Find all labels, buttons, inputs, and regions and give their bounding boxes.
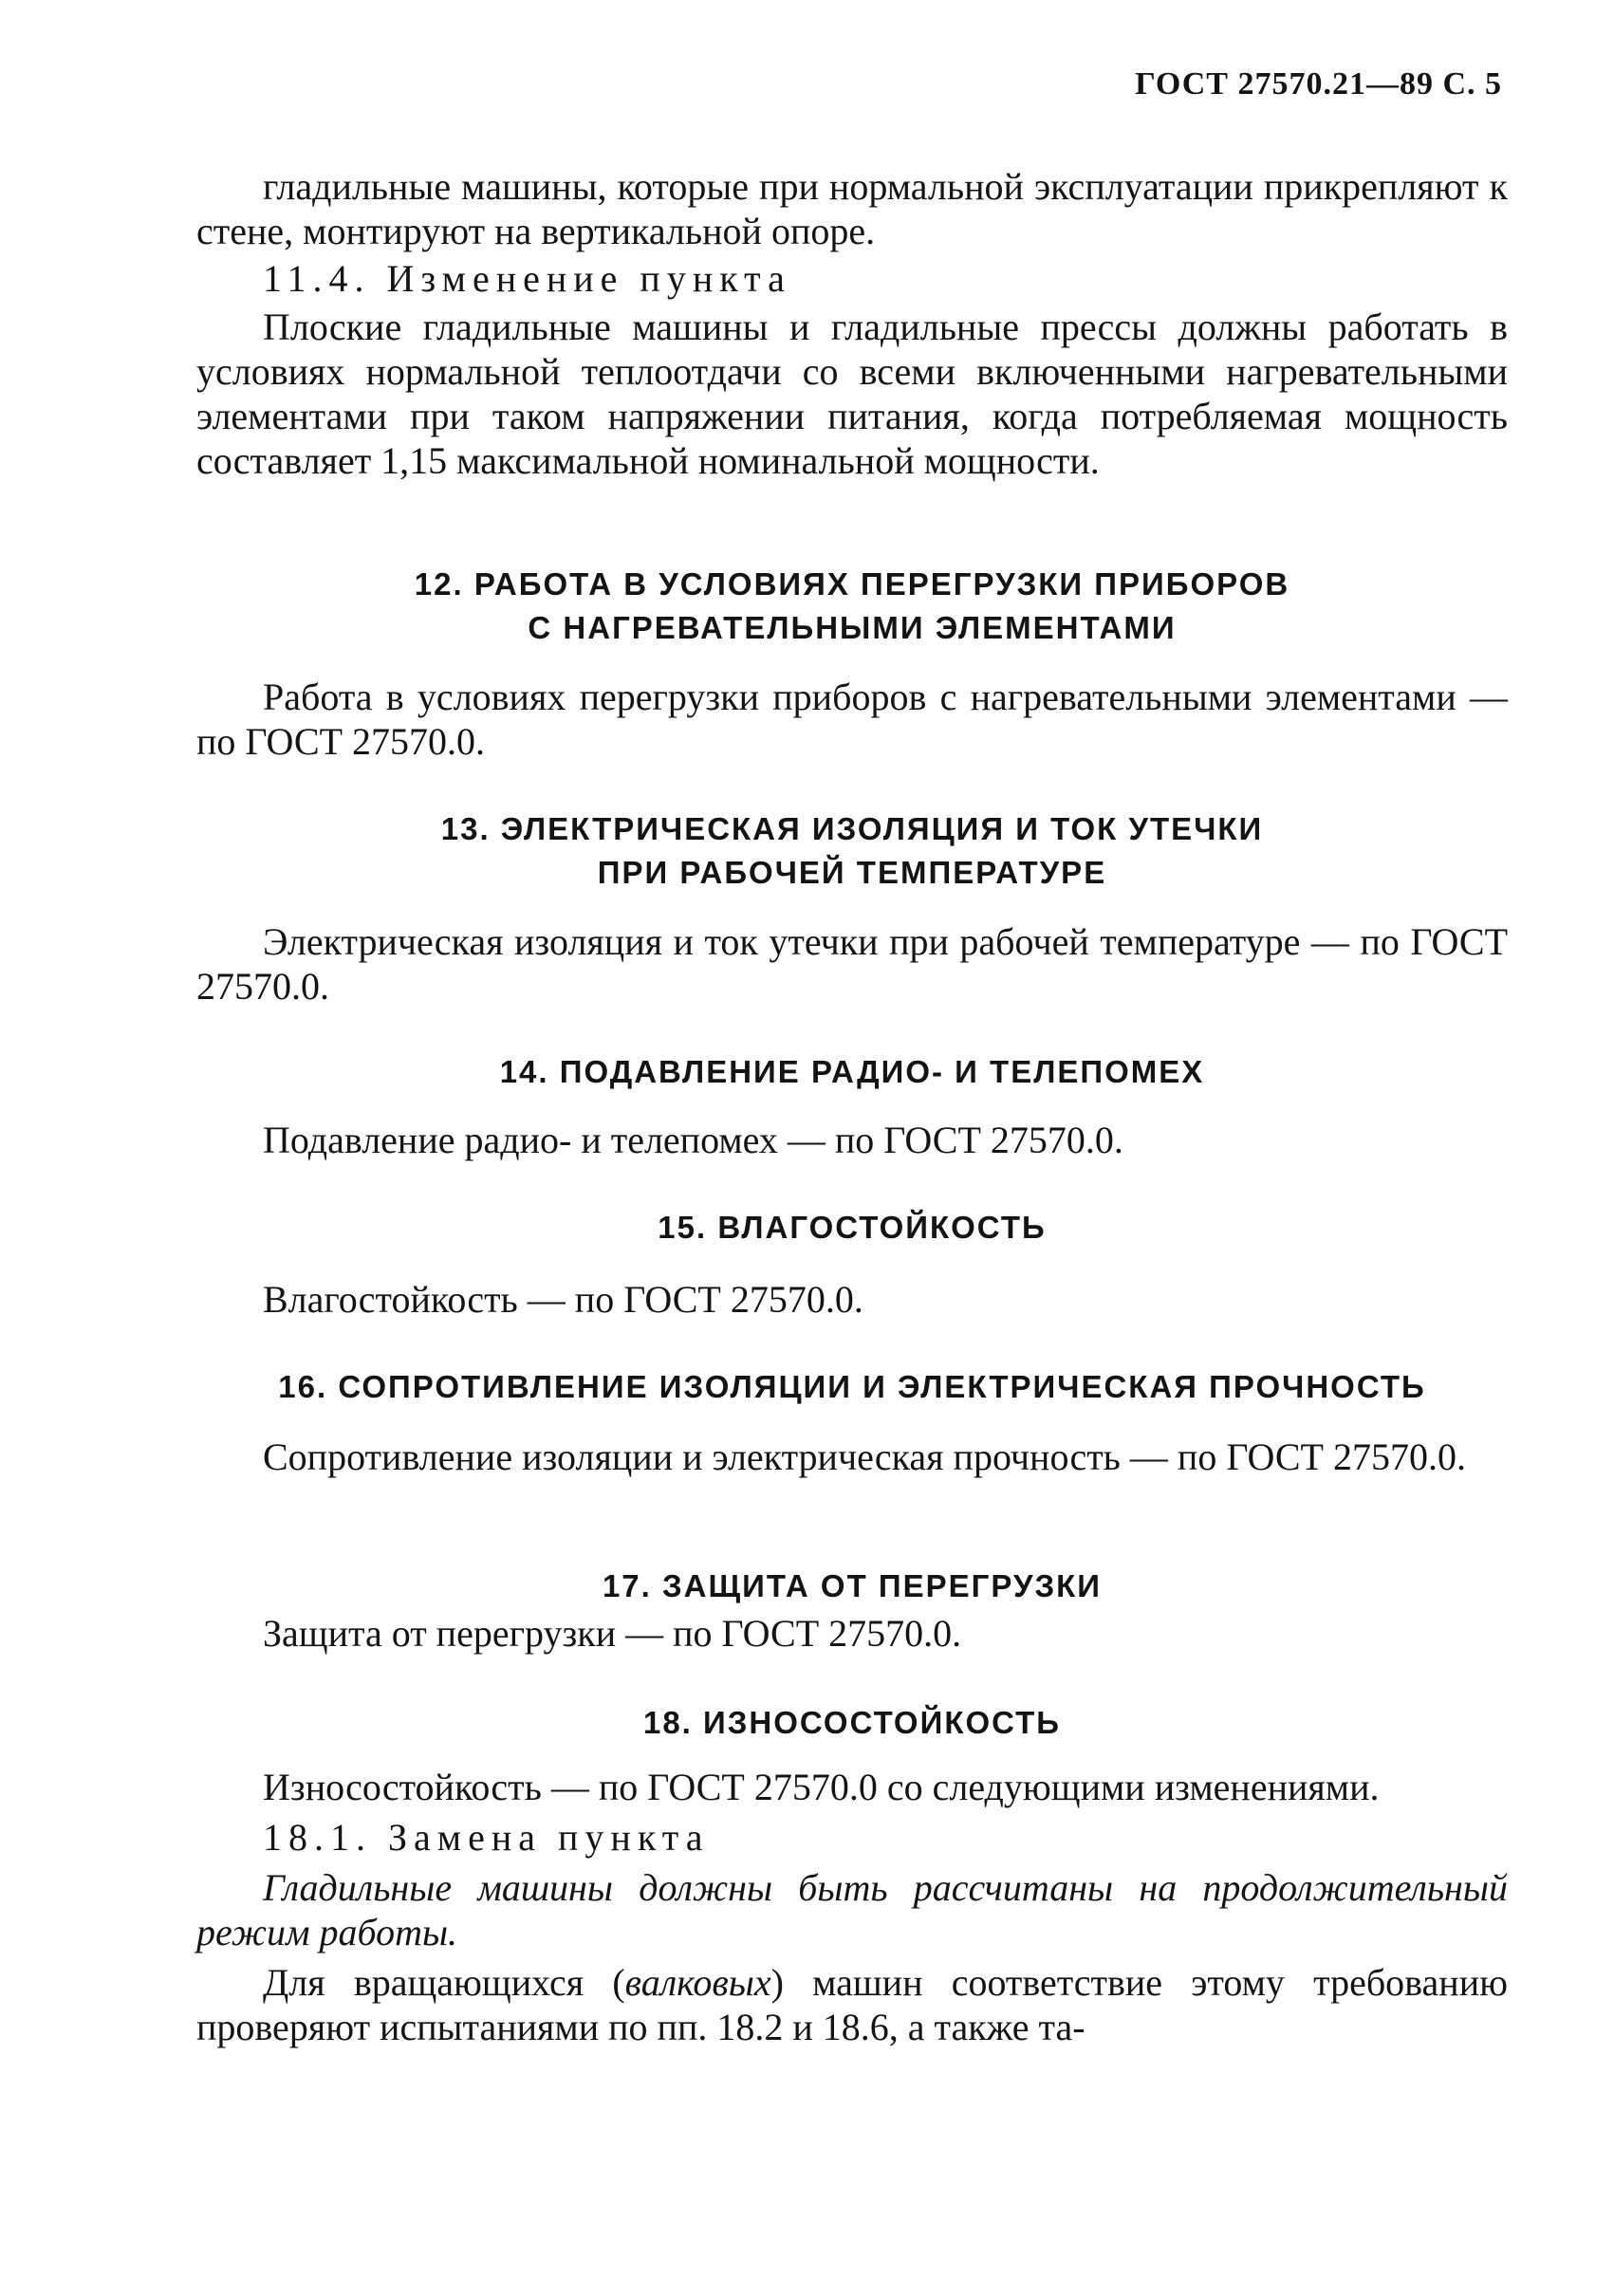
clause-18-1-text	[196, 1960, 1508, 2049]
section-12-text-block	[196, 675, 1508, 764]
clause-11-4-text: Плоские гладильные машины и гладильные прессы должны работать в условиях нормальной теплоотдачи со всеми включенными нагревательными элементами при таком напряжении питания, когда потребляемая мощность составляет 1,15 максимальной номинальной мощности.	[196, 306, 1508, 482]
text-block-cont	[196, 164, 1508, 483]
section-17-heading: 17. ЗАЩИТА ОТ ПЕРЕГРУЗКИ	[602, 1568, 1103, 1603]
section-12-heading	[196, 563, 1508, 650]
section-18-text-block	[196, 1765, 1508, 2049]
section-16-heading: 16. СОПРОТИВЛЕНИЕ ИЗОЛЯЦИИ И ЭЛЕКТРИЧЕСКАЯ ПРОЧНОСТЬ	[278, 1369, 1426, 1404]
section-15-heading: 15. ВЛАГОСТОЙКОСТЬ	[658, 1210, 1047, 1245]
section-15-text-block	[196, 1277, 1508, 1322]
clause-11-4-label: 11.4. Изменение пункта	[263, 257, 791, 300]
section-13-text-block	[196, 919, 1508, 1009]
section-13-heading	[196, 807, 1508, 895]
running-header: ГОСТ 27570.21—89 С. 5	[1135, 66, 1502, 102]
section-14-heading: 14. ПОДАВЛЕНИЕ РАДИО- И ТЕЛЕПОМЕХ	[499, 1054, 1205, 1089]
clause-18-1-text-part2: ) машин соответствие этому требованию проверяют испытаниями по пп. 18.2 и 18.6, а также та-	[196, 1961, 1508, 2048]
paragraph-continuation: гладильные машины, которые при нормальной эксплуатации прикрепляют к стене, монтируют на вертикальной опоре.	[196, 165, 1508, 252]
section-14-text: Подавление радио- и телепомех — по ГОСТ 27570.0.	[263, 1119, 1123, 1161]
section-12-heading-line2: С НАГРЕВАТЕЛЬНЫМИ ЭЛЕМЕНТАМИ	[528, 610, 1177, 645]
section-13-heading-line1: 13. ЭЛЕКТРИЧЕСКАЯ ИЗОЛЯЦИЯ И ТОК УТЕЧКИ	[440, 811, 1264, 846]
section-15-text: Влагостойкость — по ГОСТ 27570.0.	[263, 1278, 863, 1321]
section-16-text-block	[196, 1435, 1508, 1479]
clause-18-1-italic-text: Гладильные машины должны быть рассчитаны на продолжительный режим работы.	[196, 1866, 1508, 1953]
section-13-heading-line2: ПРИ РАБОЧЕЙ ТЕМПЕРАТУРЕ	[597, 855, 1107, 890]
section-18-heading: 18. ИЗНОСОСТОЙКОСТЬ	[642, 1705, 1062, 1740]
clause-18-1-text-part1: Для вращающихся (	[263, 1961, 625, 2004]
section-16-text: Сопротивление изоляции и электрическая прочность — по ГОСТ 27570.0.	[263, 1435, 1466, 1478]
section-13-text: Электрическая изоляция и ток утечки при рабочей температуре — по ГОСТ 27570.0.	[196, 920, 1508, 1008]
clause-18-1-label: 18.1. Замена пункта	[263, 1816, 710, 1859]
section-18-text: Износостойкость — по ГОСТ 27570.0 со следующими изменениями.	[263, 1766, 1380, 1808]
section-12-heading-line1: 12. РАБОТА В УСЛОВИЯХ ПЕРЕГРУЗКИ ПРИБОРОВ	[414, 566, 1290, 602]
section-17-text-block	[196, 1611, 1508, 1656]
section-14-text-block	[196, 1118, 1508, 1162]
clause-18-1-text-italic-word: валковых	[624, 1961, 771, 2004]
section-17-text: Защита от перегрузки — по ГОСТ 27570.0.	[263, 1612, 962, 1655]
section-12-text: Работа в условиях перегрузки приборов с нагревательными элементами — по ГОСТ 27570.0.	[196, 676, 1508, 763]
